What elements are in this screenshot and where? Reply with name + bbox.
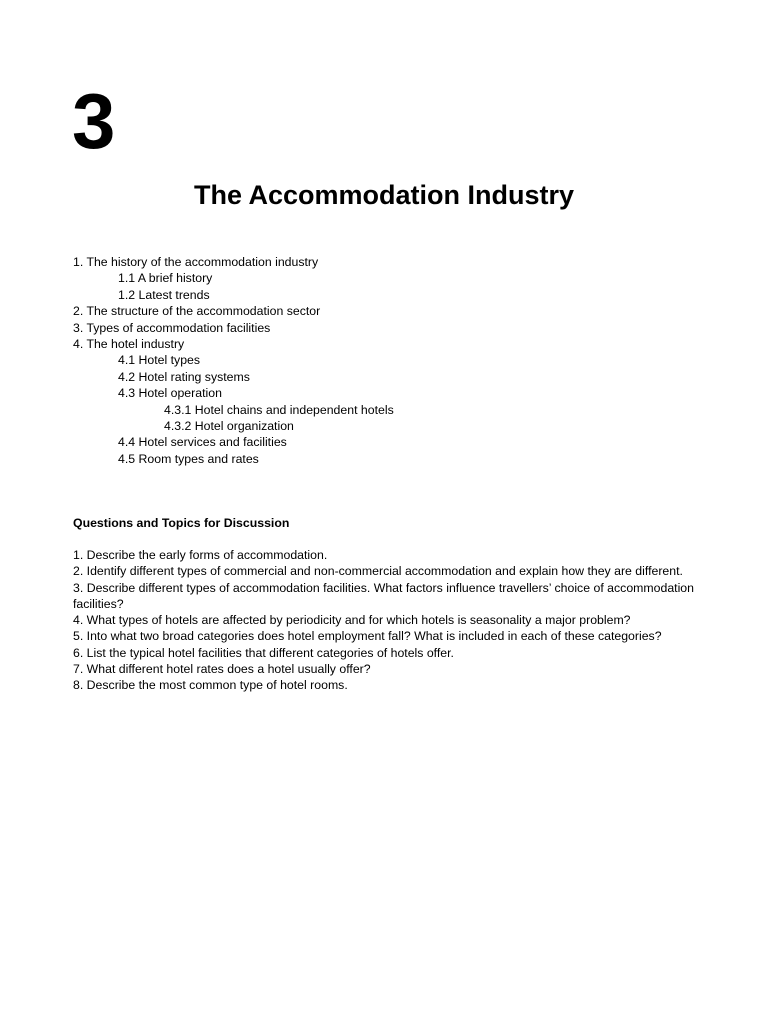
question-item: 7. What different hotel rates does a hotel usually offer?	[73, 662, 371, 677]
toc-item: 1.2 Latest trends	[118, 287, 210, 302]
toc-item: 3. Types of accommodation facilities	[73, 320, 271, 335]
chapter-number: 3	[72, 77, 117, 165]
toc-item: 1. The history of the accommodation industry	[73, 255, 319, 269]
table-of-contents	[73, 254, 698, 467]
toc-item: 4.2 Hotel rating systems	[118, 369, 250, 384]
toc-item: 4.1 Hotel types	[118, 353, 201, 368]
toc-item: 4. The hotel industry	[73, 337, 185, 352]
toc-item: 2. The structure of the accommodation sector	[73, 304, 321, 319]
question-item: 8. Describe the most common type of hotel rooms.	[73, 678, 348, 693]
question-item: 5. Into what two broad categories does hotel employment fall? What is included in each of these categories?	[73, 629, 662, 644]
discussion-heading: Questions and Topics for Discussion	[73, 516, 290, 530]
toc-item: 1.1 A brief history	[118, 271, 213, 286]
question-item: 1. Describe the early forms of accommodation.	[73, 548, 328, 562]
toc-item: 4.3.1 Hotel chains and independent hotels	[164, 402, 394, 417]
question-item: 4. What types of hotels are affected by periodicity and for which hotels is seasonality a major problem?	[73, 613, 631, 628]
chapter-title: The Accommodation Industry	[193, 180, 575, 210]
toc-item: 4.3.2 Hotel organization	[164, 419, 294, 434]
question-item: 3. Describe different types of accommodation facilities. What factors influence travellers’ choice of accommodation facilities?	[73, 580, 694, 611]
toc-item: 4.4 Hotel services and facilities	[118, 435, 287, 450]
question-item: 6. List the typical hotel facilities that different categories of hotels offer.	[73, 645, 454, 660]
toc-item: 4.5 Room types and rates	[118, 451, 259, 466]
question-item: 2. Identify different types of commercial and non-commercial accommodation and explain how they are different.	[73, 564, 683, 579]
toc-item: 4.3 Hotel operation	[118, 386, 222, 401]
discussion-questions	[73, 547, 694, 694]
